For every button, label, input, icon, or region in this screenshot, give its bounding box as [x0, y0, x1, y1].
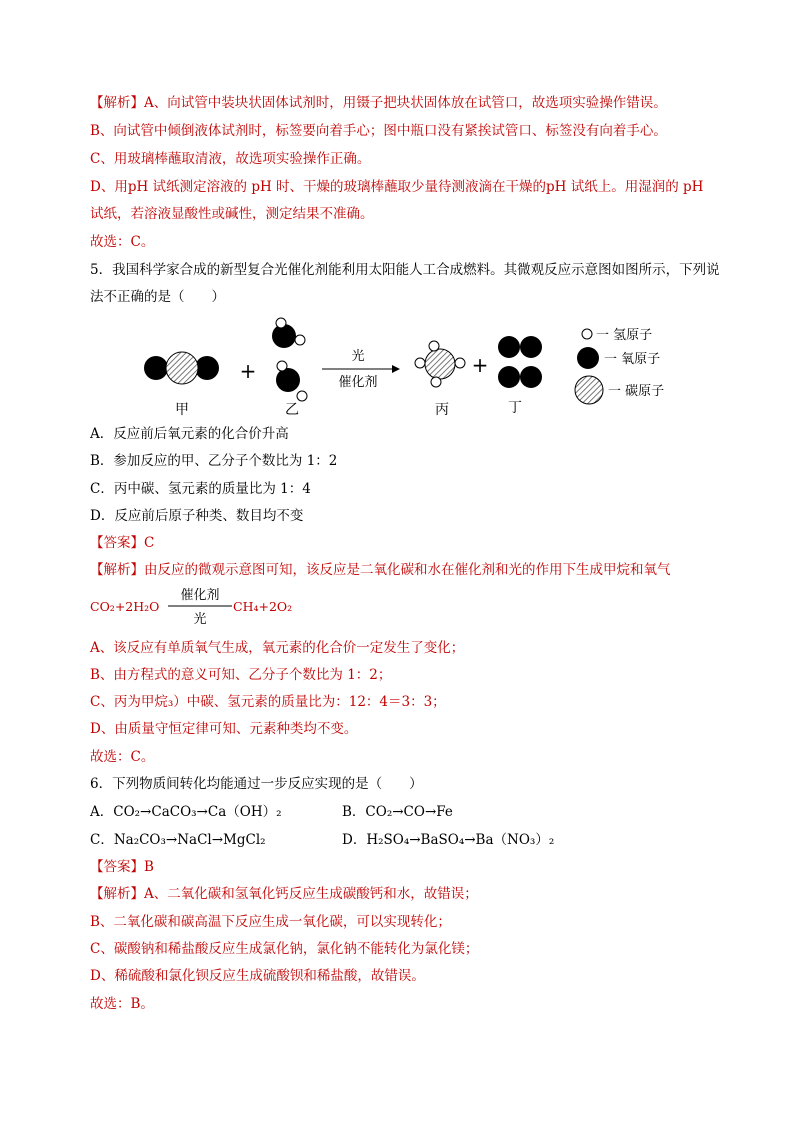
molecule-ding-o2-top [498, 336, 542, 358]
legend [575, 328, 664, 404]
chemical-equation [88, 584, 308, 628]
molecule-jia-co2 [144, 352, 219, 384]
legend-oxygen: 一 氧原子 [604, 352, 661, 367]
plus-1: + [239, 359, 257, 383]
analysis-tag: 【解析】 [90, 886, 144, 902]
q6-analysis-a [90, 884, 478, 904]
equation-condition-bottom: 光 [193, 612, 207, 627]
molecule-ding-o2-bottom [498, 366, 542, 388]
q4-analysis-a [90, 93, 667, 113]
q5-analysis-d: D、由质量守恒定律可知、元素种类均不变。 [90, 721, 358, 737]
molecule-yi-h2o-top [272, 318, 305, 348]
reaction-arrow [322, 348, 400, 390]
q6-option-b: B．CO₂→CO→Fe [342, 804, 453, 820]
q4-analysis-d1: D、用pH 试纸测定溶液的 pH 时、干燥的玻璃棒蘸取少量待测液滴在干燥的pH 试纸上。用湿润的 pH [90, 179, 704, 195]
q6-answer [90, 857, 154, 877]
label-jia: 甲 [175, 402, 189, 418]
q5-analysis-b: B、由方程式的意义可知、乙分子个数比为 1：2； [90, 667, 392, 683]
plus-2: + [471, 353, 489, 377]
q5-option-c: C．丙中碳、氢元素的质量比为 1：4 [90, 481, 311, 497]
q6-option-a: A．CO₂→CaCO₃→Ca（OH）₂ [90, 804, 282, 820]
legend-carbon: 一 碳原子 [608, 384, 665, 399]
analysis-text: A、二氧化碳和氢氧化钙反应生成碳酸钙和水，故错误； [144, 886, 478, 902]
equation-right: CH₄+2O₂ [233, 599, 293, 614]
q5-option-b: B．参加反应的甲、乙分子个数比为 1：2 [90, 453, 338, 469]
molecule-bing-ch4 [415, 341, 465, 387]
arrow-condition-light: 光 [351, 349, 365, 364]
equation-condition-top: 催化剂 [180, 588, 220, 603]
q4-analysis-d2: 试纸，若溶液显酸性或碱性，测定结果不准确。 [90, 206, 374, 222]
q5-analysis-intro [90, 560, 671, 580]
molecule-yi-h2o-bottom [276, 361, 307, 401]
analysis-tag: 【解析】 [90, 562, 144, 578]
answer-tag: 【答案】 [90, 535, 144, 551]
q6-analysis-d: D、稀硫酸和氯化钡反应生成硫酸钡和稀盐酸，故错误。 [90, 968, 425, 984]
legend-hydrogen: 一 氢原子 [596, 328, 653, 343]
q5-analysis-c: C、丙为甲烷₃）中碳、氢元素的质量比为：12：4＝3：3； [90, 694, 446, 710]
q5-stem-line1: 5．我国科学家合成的新型复合光催化剂能利用太阳能人工合成燃料。其微观反应示意图如图所示，下列说 [90, 262, 720, 278]
arrow-condition-catalyst: 催化剂 [338, 375, 378, 390]
answer-tag: 【答案】 [90, 859, 144, 875]
q5-stem-line2: 法不正确的是（ ） [90, 289, 225, 305]
reaction-diagram [130, 312, 690, 422]
q5-option-d: D．反应前后原子种类、数目均不变 [90, 508, 304, 524]
analysis-text: A、向试管中装块状固体试剂时，用镊子把块状固体放在试管口，故选项实验操作错误。 [144, 95, 667, 111]
q5-option-a: A．反应前后氧元素的化合价升高 [90, 426, 289, 442]
answer-value: C [144, 535, 155, 551]
q6-analysis-c: C、碳酸钠和稀盐酸反应生成氯化钠，氯化钠不能转化为氯化镁； [90, 941, 479, 957]
q5-answer [90, 533, 154, 553]
analysis-text: 由反应的微观示意图可知，该反应是二氧化碳和水在催化剂和光的作用下生成甲烷和氧气 [144, 562, 671, 578]
q6-analysis-b: B、二氧化碳和碳高温下反应生成一氧化碳，可以实现转化； [90, 914, 451, 930]
answer-value: B [144, 859, 154, 875]
equation-left: CO₂+2H₂O [90, 599, 160, 614]
label-ding: 丁 [508, 400, 522, 416]
q6-final: 故选：B。 [90, 996, 154, 1012]
q5-final: 故选：C。 [90, 749, 155, 765]
q6-stem: 6．下列物质间转化均能通过一步反应实现的是（ ） [90, 776, 423, 792]
q4-analysis-b: B、向试管中倾倒液体试剂时，标签要向着手心；图中瓶口没有紧挨试管口、标签没有向着手心。 [90, 123, 667, 139]
q6-option-c: C．Na₂CO₃→NaCl→MgCl₂ [90, 832, 266, 848]
q4-answer: 故选：C。 [90, 234, 155, 250]
q6-option-d: D．H₂SO₄→BaSO₄→Ba（NO₃）₂ [342, 832, 555, 848]
label-yi: 乙 [285, 402, 299, 418]
label-bing: 丙 [435, 402, 449, 418]
q4-analysis-c: C、用玻璃棒蘸取清液，故选项实验操作正确。 [90, 151, 371, 167]
analysis-tag: 【解析】 [90, 95, 144, 111]
q5-analysis-a: A、该反应有单质氧气生成，氧元素的化合价一定发生了变化； [90, 640, 465, 656]
